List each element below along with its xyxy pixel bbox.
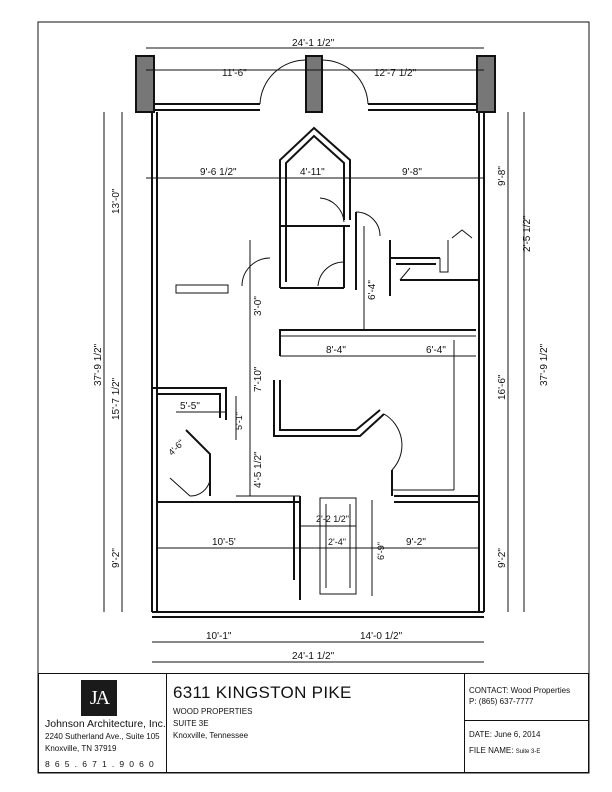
firm-phone: 8 6 5 . 6 7 1 . 9 0 6 0 — [45, 759, 156, 769]
project-suite: SUITE 3E — [173, 719, 209, 728]
dim-left-lower: 9'-2" — [111, 548, 122, 568]
dim-center-v1: 3'-0" — [253, 296, 264, 316]
dim-left-upper: 13'-0" — [111, 188, 122, 214]
dim-left-overall: 37'-9 1/2" — [93, 343, 104, 386]
project-panel — [167, 674, 465, 772]
file-name-value: Suite 3-E — [515, 749, 541, 755]
file-name-row — [469, 746, 588, 755]
dimension-labels — [93, 38, 550, 662]
dim-closet-diag: 4'-6" — [166, 437, 187, 458]
project-title: 6311 KINGSTON PIKE — [173, 683, 352, 702]
date-label: DATE: June 6, 2014 — [469, 730, 541, 739]
dim-stair-depth: 6'-9" — [376, 542, 386, 560]
dim-overall-bottom: 24'-1 1/2" — [292, 651, 335, 662]
dim-closet-depth: 5'-1" — [234, 412, 244, 430]
dim-center-v3: 4'-5 1/2" — [253, 451, 264, 488]
file-name-label: FILE NAME: — [469, 746, 514, 755]
dim-bottom-right: 14'-0 1/2" — [360, 631, 403, 642]
dim-row1-right: 9'-8" — [402, 167, 422, 178]
dim-top-right: 12'-7 1/2" — [374, 68, 417, 79]
dim-row1-left: 9'-6 1/2" — [200, 167, 237, 178]
dim-right-upper: 9'-8" — [497, 166, 508, 186]
project-location: Knoxville, Tennessee — [173, 731, 249, 740]
contact-label: CONTACT: Wood Properties — [469, 686, 571, 695]
firm-name: Johnson Architecture, Inc. — [45, 718, 166, 730]
dim-right-lower: 9'-2" — [497, 548, 508, 568]
firm-panel — [39, 674, 167, 772]
dim-bottom-left-room: 10'-5' — [212, 537, 236, 548]
firm-address: 2240 Sutherland Ave., Suite 105 — [45, 732, 160, 741]
firm-logo: JA — [81, 680, 117, 716]
dim-left-middle: 15'-7 1/2" — [111, 377, 122, 420]
dim-overall-top: 24'-1 1/2" — [292, 38, 335, 49]
walls — [136, 56, 495, 617]
dim-center-v2: 7'-10" — [253, 366, 264, 392]
dim-corridor-short: 6'-4" — [367, 280, 378, 300]
dim-row1-mid: 4'-11" — [300, 167, 325, 178]
dim-closet-width: 5'-5" — [180, 401, 200, 412]
dim-top-left: 11'-6" — [222, 68, 247, 79]
firm-city: Knoxville, TN 37919 — [45, 744, 117, 753]
info-divider — [465, 720, 588, 721]
dim-right-middle: 16'-6" — [497, 374, 508, 400]
info-panel — [465, 674, 588, 772]
dim-right-small: 2'-5 1/2" — [522, 215, 533, 252]
dim-office-width: 8'-4" — [326, 345, 346, 356]
dim-stair-width: 2'-4" — [328, 537, 346, 547]
dim-stair-top: 2'-2 1/2" — [316, 514, 349, 524]
dim-right-overall: 37'-9 1/2" — [539, 343, 550, 386]
dim-office-right: 6'-4" — [426, 345, 446, 356]
title-block — [38, 673, 589, 773]
project-client: WOOD PROPERTIES — [173, 707, 253, 716]
dim-bottom-left: 10'-1" — [206, 631, 232, 642]
dim-bottom-right-room: 9'-2" — [406, 537, 426, 548]
dimension-lines — [104, 48, 524, 662]
contact-phone: P: (865) 637-7777 — [469, 697, 534, 706]
